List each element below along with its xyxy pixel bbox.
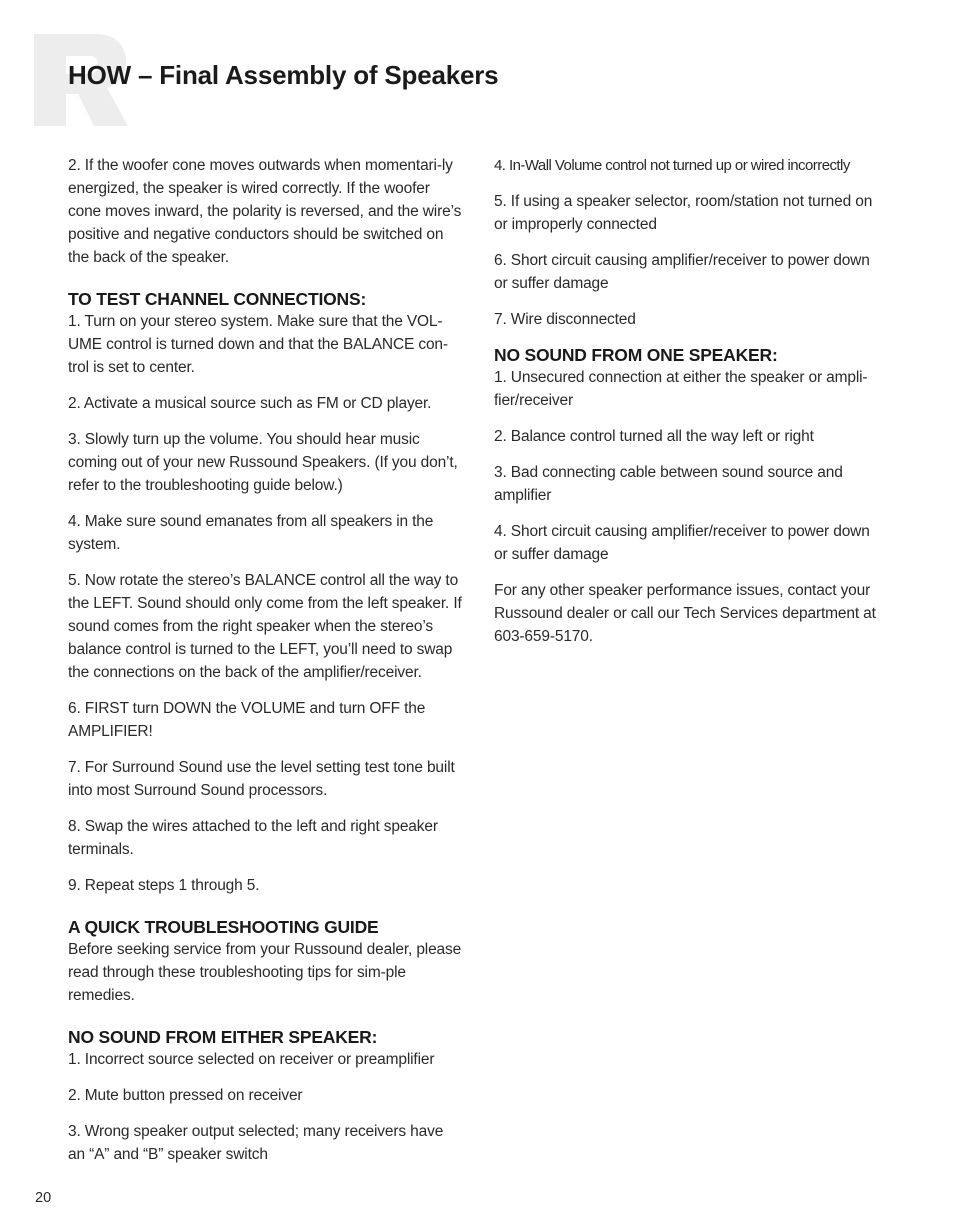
closing-paragraph: For any other speaker performance issues, contact your Russound dealer or call our Tech Services department at 603-659-5170. (494, 582, 876, 645)
test-step-2: 2. Activate a musical source such as FM or CD player. (68, 395, 432, 412)
no-sound-either-item-6: 6. Short circuit causing amplifier/receiver to power down or suffer damage (494, 252, 870, 292)
troubleshooting-heading: A QUICK TROUBLESHOOTING GUIDE (68, 917, 379, 937)
no-sound-either-heading: NO SOUND FROM EITHER SPEAKER: (68, 1027, 378, 1047)
right-column (494, 154, 886, 661)
test-step-9: 9. Repeat steps 1 through 5. (68, 877, 260, 894)
intro-paragraph: 2. If the woofer cone moves outwards when momentari-ly energized, the speaker is wired correctly. If the woofer cone moves inward, the polarity is reversed, and the wire’s positive and negative conductors should be switched on the back of the speaker. (68, 157, 462, 266)
test-channel-heading: TO TEST CHANNEL CONNECTIONS: (68, 289, 367, 309)
test-step-6: 6. FIRST turn DOWN the VOLUME and turn OFF the AMPLIFIER! (68, 700, 426, 740)
troubleshooting-intro: Before seeking service from your Russound dealer, please read through these troubleshooting tips for sim-ple remedies. (68, 941, 462, 1004)
test-step-7: 7. For Surround Sound use the level setting test tone built into most Surround Sound processors. (68, 759, 455, 799)
no-sound-one-item-3: 3. Bad connecting cable between sound source and amplifier (494, 464, 843, 504)
no-sound-one-item-4: 4. Short circuit causing amplifier/receiver to power down or suffer damage (494, 523, 870, 563)
no-sound-either-item-2: 2. Mute button pressed on receiver (68, 1087, 303, 1104)
no-sound-either-item-4: 4. In-Wall Volume control not turned up or wired incorrectly (494, 157, 850, 174)
test-step-3: 3. Slowly turn up the volume. You should hear music coming out of your new Russound Speakers. (If you don’t, refer to the troubleshooting guide below.) (68, 431, 458, 494)
no-sound-one-item-1: 1. Unsecured connection at either the speaker or ampli-fier/receiver (494, 369, 868, 409)
no-sound-one-heading: NO SOUND FROM ONE SPEAKER: (494, 345, 778, 365)
test-step-5: 5. Now rotate the stereo’s BALANCE control all the way to the LEFT. Sound should only come from the left speaker. If sound comes from the right speaker when the stereo’s balance control is turned to the LEFT, you’ll need to swap the connections on the back of the amplifier/receiver. (68, 572, 462, 681)
no-sound-either-item-1: 1. Incorrect source selected on receiver or preamplifier (68, 1051, 435, 1068)
test-step-8: 8. Swap the wires attached to the left and right speaker terminals. (68, 818, 438, 858)
test-step-4: 4. Make sure sound emanates from all speakers in the system. (68, 513, 434, 553)
no-sound-either-item-5: 5. If using a speaker selector, room/station not turned on or improperly connected (494, 193, 873, 233)
no-sound-one-item-2: 2. Balance control turned all the way left or right (494, 428, 814, 445)
page-title: HOW – Final Assembly of Speakers (68, 60, 499, 90)
test-step-1: 1. Turn on your stereo system. Make sure that the VOL-UME control is turned down and that the BALANCE con-trol is set to center. (68, 313, 448, 376)
no-sound-either-item-3: 3. Wrong speaker output selected; many receivers have an “A” and “B” speaker switch (68, 1123, 444, 1163)
left-column (68, 154, 462, 1179)
page-number: 20 (35, 1190, 52, 1206)
no-sound-either-item-7: 7. Wire disconnected (494, 311, 636, 328)
